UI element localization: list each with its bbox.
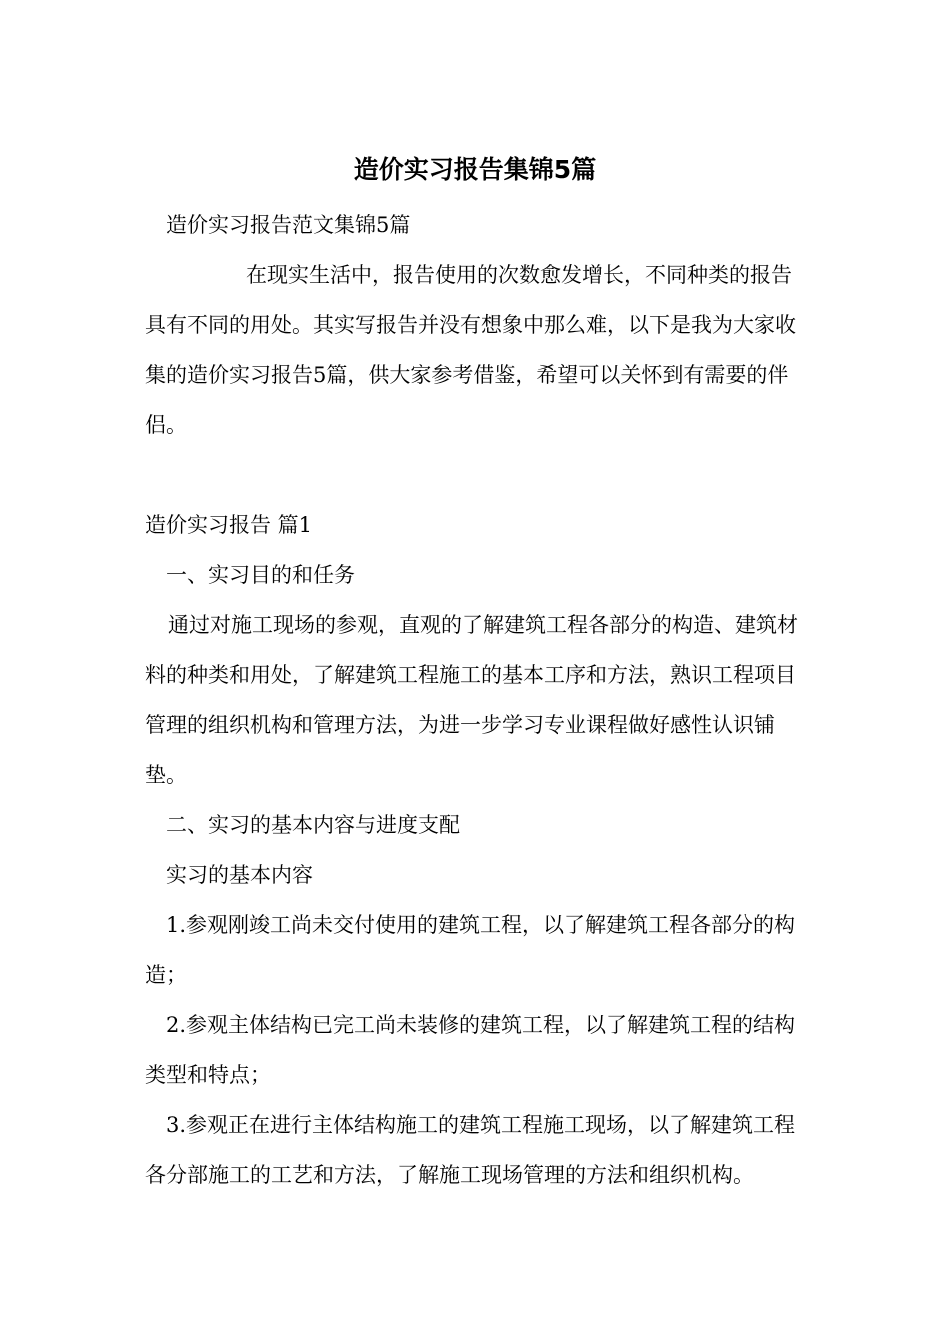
document-title: 造价实习报告集锦5篇 [353, 155, 597, 184]
purpose-paragraph: 通过对施工现场的参观，直观的了解建筑工程各部分的构造、建筑材料的种类和用处，了解建筑工程施工的基本工序和方法，熟识工程项目管理的组织机构和管理方法，为进一步学习专业课程做好感性认识铺垫。 [145, 613, 798, 787]
part-heading-purpose: 一、实习目的和任务 [166, 563, 355, 587]
document-subtitle: 造价实习报告范文集锦5篇 [166, 213, 411, 237]
paragraph-spacer [145, 450, 810, 500]
document-body [145, 200, 810, 1200]
intro-paragraph: 在现实生活中，报告使用的次数愈发增长，不同种类的报告具有不同的用处。其实写报告并没有想象中那么难，以下是我为大家收集的造价实习报告5篇，供大家参考借鉴，希望可以关怀到有需要的伴侣。 [145, 263, 796, 437]
list-item: 2.参观主体结构已完工尚未装修的建筑工程，以了解建筑工程的结构类型和特点； [145, 1013, 796, 1087]
content-subheading: 实习的基本内容 [166, 863, 313, 887]
part-heading-content: 二、实习的基本内容与进度支配 [166, 813, 460, 837]
section-heading: 造价实习报告 篇1 [145, 513, 313, 537]
list-item: 1.参观刚竣工尚未交付使用的建筑工程，以了解建筑工程各部分的构造； [145, 913, 796, 987]
list-item: 3.参观正在进行主体结构施工的建筑工程施工现场，以了解建筑工程各分部施工的工艺和方法，了解施工现场管理的方法和组织机构。 [145, 1113, 796, 1187]
